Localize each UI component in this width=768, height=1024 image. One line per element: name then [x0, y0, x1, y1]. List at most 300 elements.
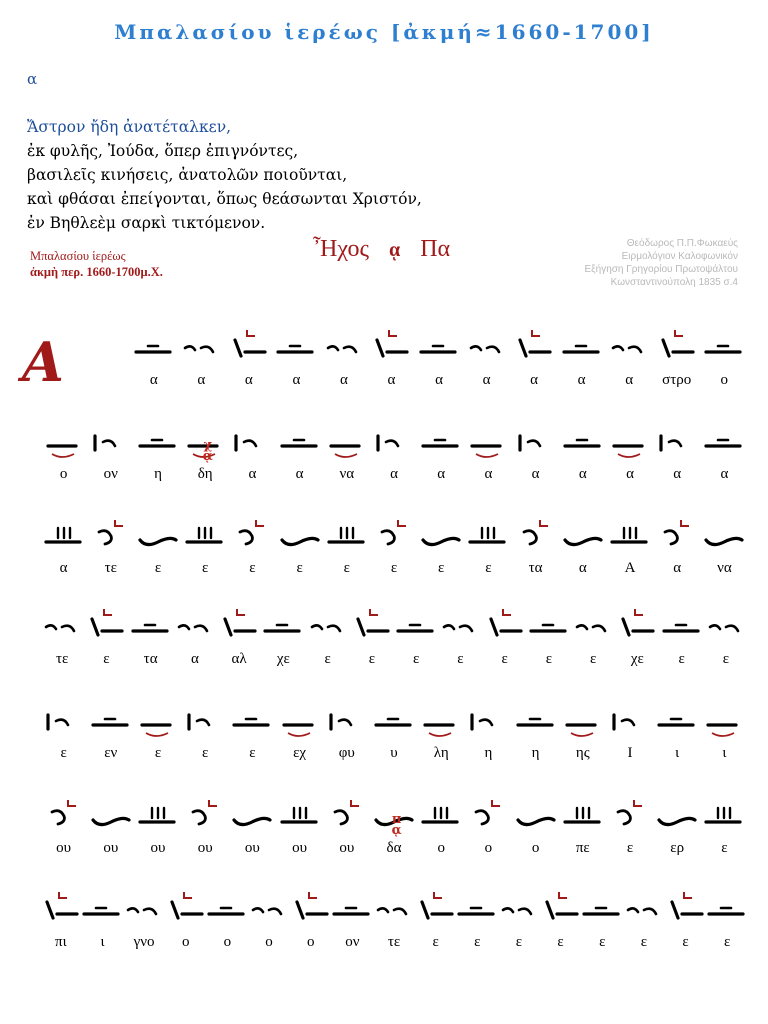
neume-icon — [514, 695, 558, 741]
neume-icon — [514, 416, 558, 462]
lyric-syllable: α — [248, 466, 257, 482]
neume-icon — [89, 695, 133, 741]
neume — [89, 510, 133, 560]
neume — [42, 510, 86, 560]
lyric-syllable: ε — [296, 560, 303, 576]
neume — [173, 601, 217, 651]
neume — [325, 790, 369, 840]
neume-icon — [417, 322, 461, 368]
neume-icon — [664, 884, 708, 930]
neume-icon — [42, 510, 86, 556]
lyric-syllable: ο — [223, 934, 232, 950]
neume-icon — [615, 601, 659, 647]
neume — [527, 601, 571, 651]
neume — [42, 695, 86, 745]
martyria-sub: ᾳ — [202, 449, 213, 464]
lyric-row — [20, 840, 755, 862]
lyric-syllable: να — [339, 466, 355, 482]
neume — [136, 510, 180, 560]
neume — [466, 695, 510, 745]
neume-icon — [527, 601, 571, 647]
neume — [419, 790, 463, 840]
neume-icon — [622, 884, 666, 930]
neume — [122, 884, 166, 934]
neume — [261, 601, 305, 651]
source-credit — [584, 237, 738, 289]
lyric-syllable: ου — [150, 840, 166, 856]
mode-heading — [313, 236, 450, 263]
lyric-syllable: ε — [626, 840, 634, 856]
neume — [136, 790, 180, 840]
neume — [419, 416, 463, 466]
neume-icon — [702, 695, 746, 741]
neume-icon — [306, 601, 350, 647]
martyria-sign — [392, 814, 402, 836]
lyric-syllable: η — [531, 745, 540, 761]
lyric-syllable: α — [626, 466, 634, 482]
lyric-syllable: ου — [244, 840, 260, 856]
lyric-syllable: λη — [433, 745, 449, 761]
lyric-syllable: ε — [103, 651, 110, 667]
neume — [655, 510, 699, 560]
neume — [514, 510, 558, 560]
neume — [278, 695, 322, 745]
neume — [539, 884, 583, 934]
neume-icon — [325, 790, 369, 836]
neume — [655, 322, 699, 372]
neume-icon — [42, 790, 86, 836]
lyric-syllable: δα — [386, 840, 402, 856]
neume-icon — [608, 695, 652, 741]
lyric-syllable: α — [244, 372, 253, 388]
neume-row — [20, 322, 755, 368]
martyria-glyph: χ — [203, 438, 213, 453]
neume-icon — [80, 884, 124, 930]
neume-icon — [414, 884, 458, 930]
lyric-syllable: α — [482, 372, 491, 388]
neume-icon — [179, 322, 223, 368]
lyric-syllable: χε — [630, 651, 644, 667]
source-line: Ειρμολόγιον Καλοφωνικόν — [621, 251, 738, 262]
neume-icon — [227, 322, 271, 368]
lyric-syllable: α — [578, 560, 587, 576]
neume — [414, 884, 458, 934]
neume — [561, 416, 605, 466]
neume-icon — [136, 695, 180, 741]
neume-icon — [466, 790, 510, 836]
lyric-syllable: ης — [575, 745, 590, 761]
neume — [514, 695, 558, 745]
neume-icon — [261, 601, 305, 647]
neume-icon — [465, 322, 509, 368]
neume — [205, 884, 249, 934]
lyric-syllable: ο — [182, 934, 190, 950]
composer-dates: ἀκμὴ περ. 1660-1700μ.Χ. — [30, 265, 163, 279]
neume-icon — [136, 790, 180, 836]
lyric-syllable: εν — [104, 745, 118, 761]
lyric-syllable: αλ — [231, 651, 247, 667]
neume-row — [20, 695, 755, 741]
lyric-syllable: ου — [56, 840, 72, 856]
neume — [655, 790, 699, 840]
hymn-line: καὶ φθάσαι ἐπείγονται, ὅπως θεάσωνται Χριστόν, — [27, 190, 422, 208]
neume — [132, 322, 176, 372]
page-title: Μπαλασίου ἱερέως [ἀκμή≈1660-1700] — [114, 20, 654, 44]
lyric-syllable: α — [197, 372, 206, 388]
lyric-syllable: α — [295, 466, 304, 482]
lyric-syllable: ε — [724, 934, 731, 950]
neume — [136, 695, 180, 745]
lyric-syllable: να — [717, 560, 732, 576]
lyric-syllable: ο — [306, 934, 315, 950]
lyric-syllable: α — [531, 466, 540, 482]
neume — [80, 884, 124, 934]
lyric-syllable: α — [578, 466, 587, 482]
neume-icon — [289, 884, 333, 930]
neume-icon — [325, 416, 369, 462]
neume-icon — [514, 510, 558, 556]
neume — [278, 416, 322, 466]
neume — [561, 790, 605, 840]
lyric-syllable: Α — [624, 560, 636, 576]
lyric-syllable: ε — [60, 745, 67, 761]
neume — [466, 790, 510, 840]
neume-icon — [607, 322, 651, 368]
lyric-syllable: ε — [721, 840, 728, 856]
neume — [438, 601, 482, 651]
hymn-text — [27, 115, 422, 235]
drop-cap: Α — [22, 330, 64, 394]
lyric-syllable: ε — [682, 934, 689, 950]
lyric-syllable: ε — [249, 560, 256, 576]
lyric-syllable: ε — [485, 560, 492, 576]
neume — [607, 322, 651, 372]
lyric-syllable: τα — [528, 560, 543, 576]
neume-icon — [608, 416, 652, 462]
neume-row — [20, 510, 755, 556]
lyric-syllable: τε — [387, 934, 401, 950]
lyric-syllable: η — [154, 466, 162, 482]
lyric-syllable: τε — [104, 560, 117, 576]
neume-icon — [419, 695, 463, 741]
lyric-syllable: ι — [675, 745, 680, 761]
neume — [227, 322, 271, 372]
lyric-syllable: ο — [59, 466, 68, 482]
neume — [702, 695, 746, 745]
neume-icon — [132, 322, 176, 368]
neume — [615, 601, 659, 651]
lyric-syllable: ο — [720, 372, 728, 388]
neume-icon — [183, 790, 227, 836]
neume-icon — [89, 790, 133, 836]
hymn-line: ἐκ φυλῆς, Ἰούδα, ὅπερ ἐπιγνόντες, — [27, 142, 299, 160]
lyric-syllable: α — [292, 372, 301, 388]
neume-icon — [230, 695, 274, 741]
neume-icon — [705, 884, 749, 930]
neume-icon — [247, 884, 291, 930]
neume-icon — [173, 601, 217, 647]
neume — [608, 416, 652, 466]
lyric-syllable: ε — [154, 745, 162, 761]
neume — [129, 601, 173, 651]
neume-icon — [483, 601, 527, 647]
lyric-syllable: γνο — [133, 934, 155, 950]
neume — [42, 790, 86, 840]
neume-icon — [580, 884, 624, 930]
neume — [84, 601, 128, 651]
neume-icon — [372, 510, 416, 556]
neume — [136, 416, 180, 466]
lyric-syllable: ε — [678, 651, 685, 667]
lyric-row — [20, 651, 755, 673]
mode-name: Πα — [420, 236, 451, 262]
neume-icon — [660, 601, 704, 647]
neume — [608, 695, 652, 745]
lyric-syllable: ο — [531, 840, 540, 856]
neume-icon — [330, 884, 374, 930]
lyric-syllable: α — [387, 372, 396, 388]
lyric-syllable: πε — [575, 840, 590, 856]
neume-row — [20, 790, 755, 836]
neume — [702, 416, 746, 466]
neume-icon — [571, 601, 615, 647]
neume-icon — [655, 790, 699, 836]
neume-icon — [497, 884, 541, 930]
neume — [622, 884, 666, 934]
lyric-syllable: ε — [557, 934, 564, 950]
neume-icon — [438, 601, 482, 647]
neume — [466, 416, 510, 466]
lyric-syllable: ου — [292, 840, 308, 856]
neume — [230, 695, 274, 745]
neume-icon — [183, 695, 227, 741]
neume — [183, 510, 227, 560]
neume-icon — [372, 416, 416, 462]
neume-icon — [655, 695, 699, 741]
neume — [419, 510, 463, 560]
neume-icon — [230, 790, 274, 836]
lyric-syllable: ε — [438, 560, 445, 576]
lyric-syllable: η — [484, 745, 493, 761]
neume — [179, 322, 223, 372]
lyric-syllable: α — [390, 466, 398, 482]
lyric-syllable: ε — [368, 651, 376, 667]
neume-icon — [419, 790, 463, 836]
lyric-syllable: Ι — [627, 745, 633, 761]
neume-icon — [183, 510, 227, 556]
neume-icon — [89, 416, 133, 462]
source-line: Κωνσταντινούπολη 1835 σ.4 — [610, 277, 738, 288]
neume-icon — [136, 510, 180, 556]
mode-label: Ἦχος — [313, 236, 370, 262]
lyric-syllable: α — [530, 372, 538, 388]
neume-icon — [702, 510, 746, 556]
neume — [394, 601, 438, 651]
neume-icon — [655, 322, 699, 368]
neume-icon — [369, 322, 413, 368]
lyric-syllable: ι — [100, 934, 105, 950]
neume-icon — [230, 416, 274, 462]
lyric-syllable: α — [149, 372, 158, 388]
lyric-syllable: ε — [501, 651, 508, 667]
lyric-syllable: στρο — [662, 372, 692, 388]
neume-icon — [278, 416, 322, 462]
neume — [702, 790, 746, 840]
neume-icon — [466, 416, 510, 462]
neume-icon — [278, 510, 322, 556]
lyric-syllable: ε — [249, 745, 256, 761]
lyric-syllable: α — [625, 372, 634, 388]
lyric-syllable: α — [577, 372, 586, 388]
neume — [40, 601, 84, 651]
neume-icon — [608, 790, 652, 836]
neume-icon — [514, 790, 558, 836]
neume — [230, 416, 274, 466]
neume-icon — [539, 884, 583, 930]
lyric-syllable: α — [437, 466, 446, 482]
neume-icon — [466, 510, 510, 556]
lyric-syllable: δη — [197, 466, 213, 482]
lyric-syllable: α — [435, 372, 443, 388]
neume — [289, 884, 333, 934]
neume — [660, 601, 704, 651]
neume-icon — [42, 695, 86, 741]
neume-icon — [372, 884, 416, 930]
neume-icon — [702, 790, 746, 836]
neume-icon — [512, 322, 556, 368]
neume — [419, 695, 463, 745]
neume-icon — [129, 601, 173, 647]
neume — [608, 790, 652, 840]
neume-icon — [704, 601, 748, 647]
neume-icon — [394, 601, 438, 647]
composer-name: Μπαλασίου ἱερέως — [30, 249, 126, 263]
neume-icon — [655, 416, 699, 462]
lyric-syllable: ε — [722, 651, 730, 667]
lyric-syllable: α — [720, 466, 729, 482]
neume-icon — [419, 510, 463, 556]
neume — [372, 510, 416, 560]
neume — [39, 884, 83, 934]
neume — [561, 510, 605, 560]
lyric-syllable: ε — [457, 651, 464, 667]
neume-icon — [122, 884, 166, 930]
neume-icon — [561, 416, 605, 462]
neume — [702, 322, 746, 372]
neume-icon — [274, 322, 318, 368]
lyric-syllable: ο — [265, 934, 273, 950]
neume — [306, 601, 350, 651]
neume-row — [20, 884, 755, 930]
lyric-syllable: ε — [515, 934, 523, 950]
neume-icon — [84, 601, 128, 647]
neume-icon — [608, 510, 652, 556]
lyric-syllable: α — [339, 372, 348, 388]
lyric-syllable: ε — [202, 745, 209, 761]
lyric-row — [20, 372, 755, 394]
lyric-row — [20, 560, 755, 582]
neume — [580, 884, 624, 934]
neume-icon — [40, 601, 84, 647]
lyric-syllable: α — [673, 466, 682, 482]
lyric-syllable: ε — [343, 560, 350, 576]
neume — [705, 884, 749, 934]
mode-symbol-icon: ᾳ — [389, 239, 401, 261]
neume — [183, 695, 227, 745]
neume — [325, 416, 369, 466]
source-line: Θεόδωρος Π.Π.Φωκαεύς — [626, 238, 738, 249]
neume — [322, 322, 366, 372]
neume-icon — [136, 416, 180, 462]
neume — [325, 695, 369, 745]
neume — [497, 884, 541, 934]
lyric-syllable: ε — [589, 651, 597, 667]
neume — [514, 416, 558, 466]
neume — [278, 510, 322, 560]
neume — [465, 322, 509, 372]
neume-icon — [560, 322, 604, 368]
neume — [372, 416, 416, 466]
hymn-line: Ἄστρον ἤδη ἀνατέταλκεν, — [27, 118, 232, 136]
neume — [164, 884, 208, 934]
lyric-syllable: α — [673, 560, 682, 576]
neume-icon — [205, 884, 249, 930]
neume — [655, 695, 699, 745]
lyric-syllable: α — [59, 560, 68, 576]
section-marker: α — [27, 70, 38, 88]
lyric-row — [20, 466, 755, 488]
lyric-syllable: α — [190, 651, 199, 667]
neume-icon — [466, 695, 510, 741]
neume — [89, 790, 133, 840]
neume-icon — [561, 695, 605, 741]
lyric-syllable: α — [484, 466, 493, 482]
neume-icon — [702, 416, 746, 462]
lyric-syllable: ι — [722, 745, 727, 761]
neume — [560, 322, 604, 372]
neume-icon — [455, 884, 499, 930]
neume-icon — [89, 510, 133, 556]
lyric-syllable: ε — [324, 651, 331, 667]
neume-icon — [325, 695, 369, 741]
neume — [704, 601, 748, 651]
neume — [42, 416, 86, 466]
martyria-glyph: π — [391, 812, 402, 827]
lyric-syllable: χε — [276, 651, 290, 667]
neume — [230, 510, 274, 560]
neume — [372, 695, 416, 745]
lyric-syllable: ε — [154, 560, 162, 576]
lyric-syllable: τε — [55, 651, 69, 667]
lyric-syllable: ε — [599, 934, 606, 950]
lyric-syllable: ε — [545, 651, 553, 667]
neume — [278, 790, 322, 840]
neume-row — [20, 601, 755, 647]
neume — [274, 322, 318, 372]
hymn-line: βασιλεῖς κινήσεις, ἀνατολῶν ποιοῦνται, — [27, 166, 348, 184]
neume-icon — [39, 884, 83, 930]
lyric-row — [20, 934, 755, 956]
neume — [183, 790, 227, 840]
neume-icon — [655, 510, 699, 556]
martyria-sub: ᾳ — [391, 823, 402, 838]
neume — [514, 790, 558, 840]
neume — [466, 510, 510, 560]
neume-icon — [322, 322, 366, 368]
neume — [230, 790, 274, 840]
lyric-syllable: ου — [339, 840, 355, 856]
neume — [608, 510, 652, 560]
